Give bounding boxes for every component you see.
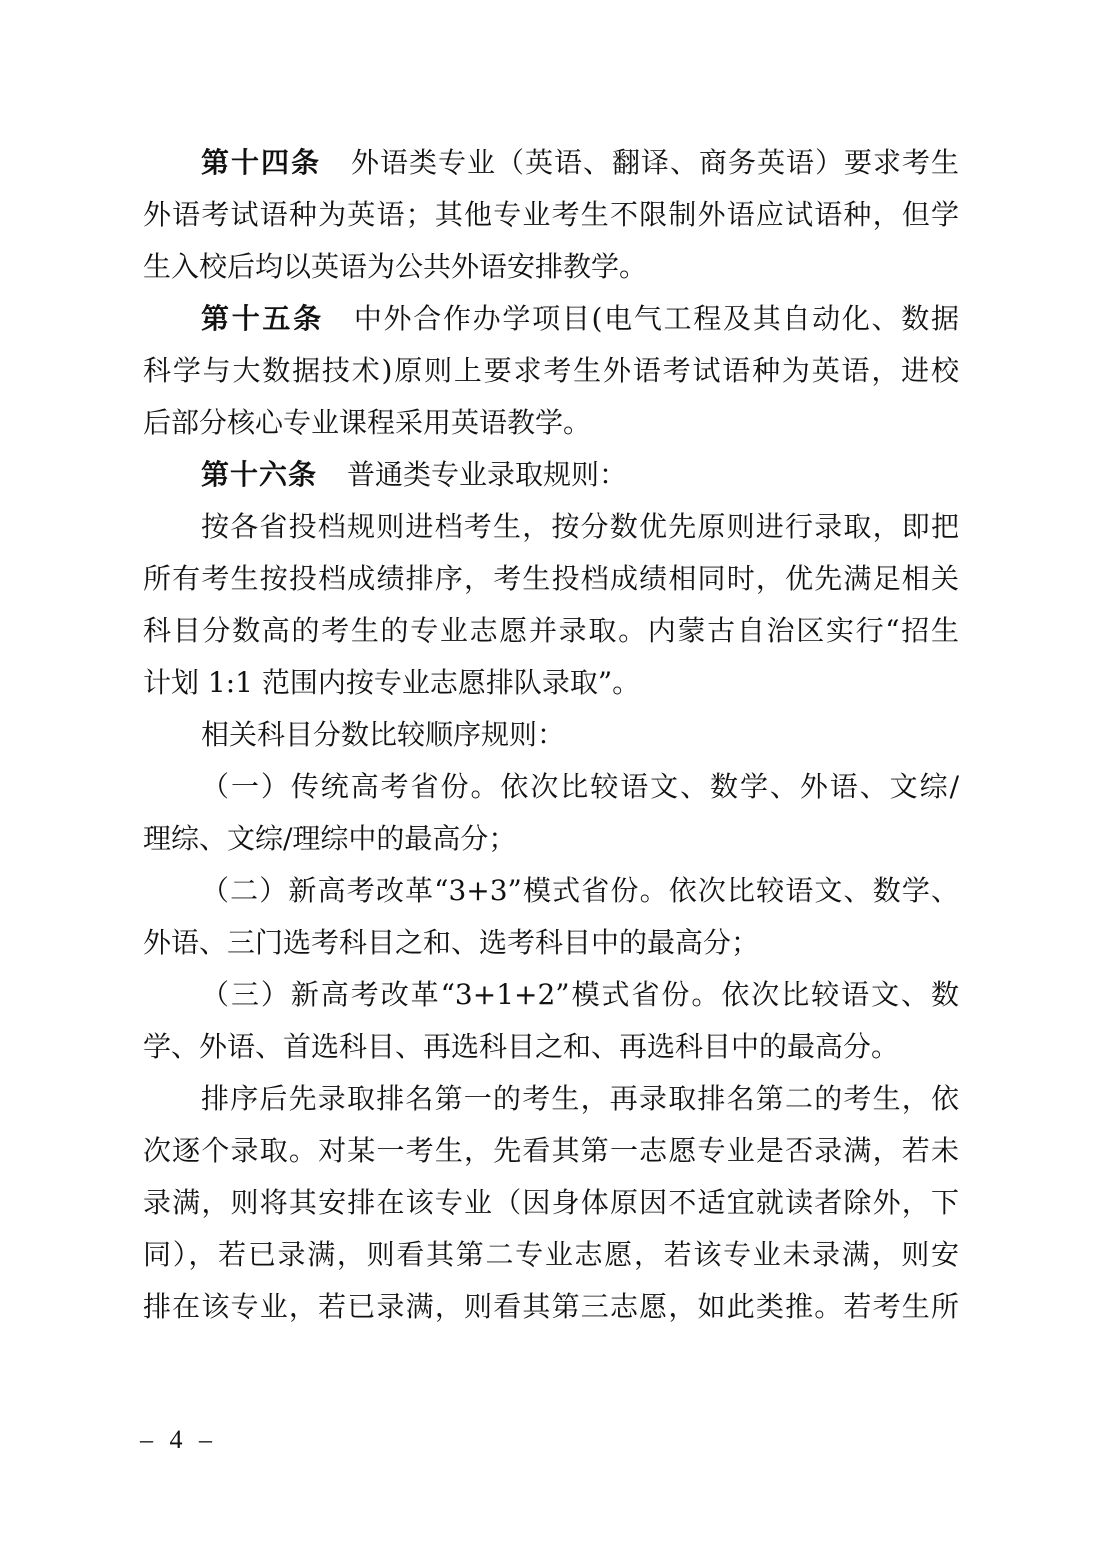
paragraph-6-line-4: 同），若已录满，则看其第二专业志愿，若该专业未录满，则安	[143, 1238, 959, 1271]
paragraph-1-line-3: 科目分数高的考生的专业志愿并录取。内蒙古自治区实行“招生	[143, 614, 959, 647]
article-15-line-1	[201, 299, 959, 339]
rule-1-line-2: 理综、文综/理综中的最高分；	[143, 822, 517, 855]
paragraph-6-line-3: 录满，则将其安排在该专业（因身体原因不适宜就读者除外，下	[143, 1186, 959, 1219]
text-line: 外语类专业（英语、翻译、商务英语）要求考生	[351, 146, 959, 179]
article-14-line-1	[201, 143, 959, 183]
article-heading: 第十六条	[201, 458, 318, 491]
dash-left: –	[140, 1425, 153, 1454]
article-heading: 第十四条	[201, 146, 321, 179]
text-line: 普通类专业录取规则：	[347, 458, 628, 491]
article-heading: 第十五条	[201, 302, 324, 335]
article-15-line-3: 后部分核心专业课程采用英语教学。	[143, 406, 592, 439]
paragraph-1-line-2: 所有考生按投档成绩排序，考生投档成绩相同时，优先满足相关	[143, 562, 959, 595]
rule-2-line-1: （二）新高考改革“3+3”模式省份。依次比较语文、数学、	[201, 874, 959, 907]
page-number: 4	[169, 1425, 183, 1454]
article-16-line-1	[201, 455, 959, 495]
rule-3-line-2: 学、外语、首选科目、再选科目之和、再选科目中的最高分。	[143, 1030, 900, 1063]
rule-2-line-2: 外语、三门选考科目之和、选考科目中的最高分；	[143, 926, 760, 959]
paragraph-6-line-5: 排在该专业，若已录满，则看其第三志愿，如此类推。若考生所	[143, 1290, 959, 1323]
text-line: 中外合作办学项目(电气工程及其自动化、数据	[353, 302, 959, 335]
article-14-line-2: 外语考试语种为英语；其他专业考生不限制外语应试语种，但学	[143, 198, 959, 231]
page-number-footer	[140, 1424, 212, 1456]
paragraph-1-line-4: 计划 1:1 范围内按专业志愿排队录取”。	[143, 666, 641, 699]
rule-1-line-1: （一）传统高考省份。依次比较语文、数学、外语、文综/	[201, 770, 959, 803]
article-14-line-3: 生入校后均以英语为公共外语安排教学。	[143, 250, 648, 283]
paragraph-6-line-1: 排序后先录取排名第一的考生，再录取排名第二的考生，依	[201, 1082, 959, 1115]
paragraph-1-line-1: 按各省投档规则进档考生，按分数优先原则进行录取，即把	[201, 510, 959, 543]
rule-3-line-1: （三）新高考改革“3+1+2”模式省份。依次比较语文、数	[201, 978, 959, 1011]
paragraph-2-line-1: 相关科目分数比较顺序规则：	[201, 718, 566, 751]
article-15-line-2: 科学与大数据技术)原则上要求考生外语考试语种为英语，进校	[143, 354, 959, 387]
dash-right: –	[199, 1425, 212, 1454]
paragraph-6-line-2: 次逐个录取。对某一考生，先看其第一志愿专业是否录满，若未	[143, 1134, 959, 1167]
